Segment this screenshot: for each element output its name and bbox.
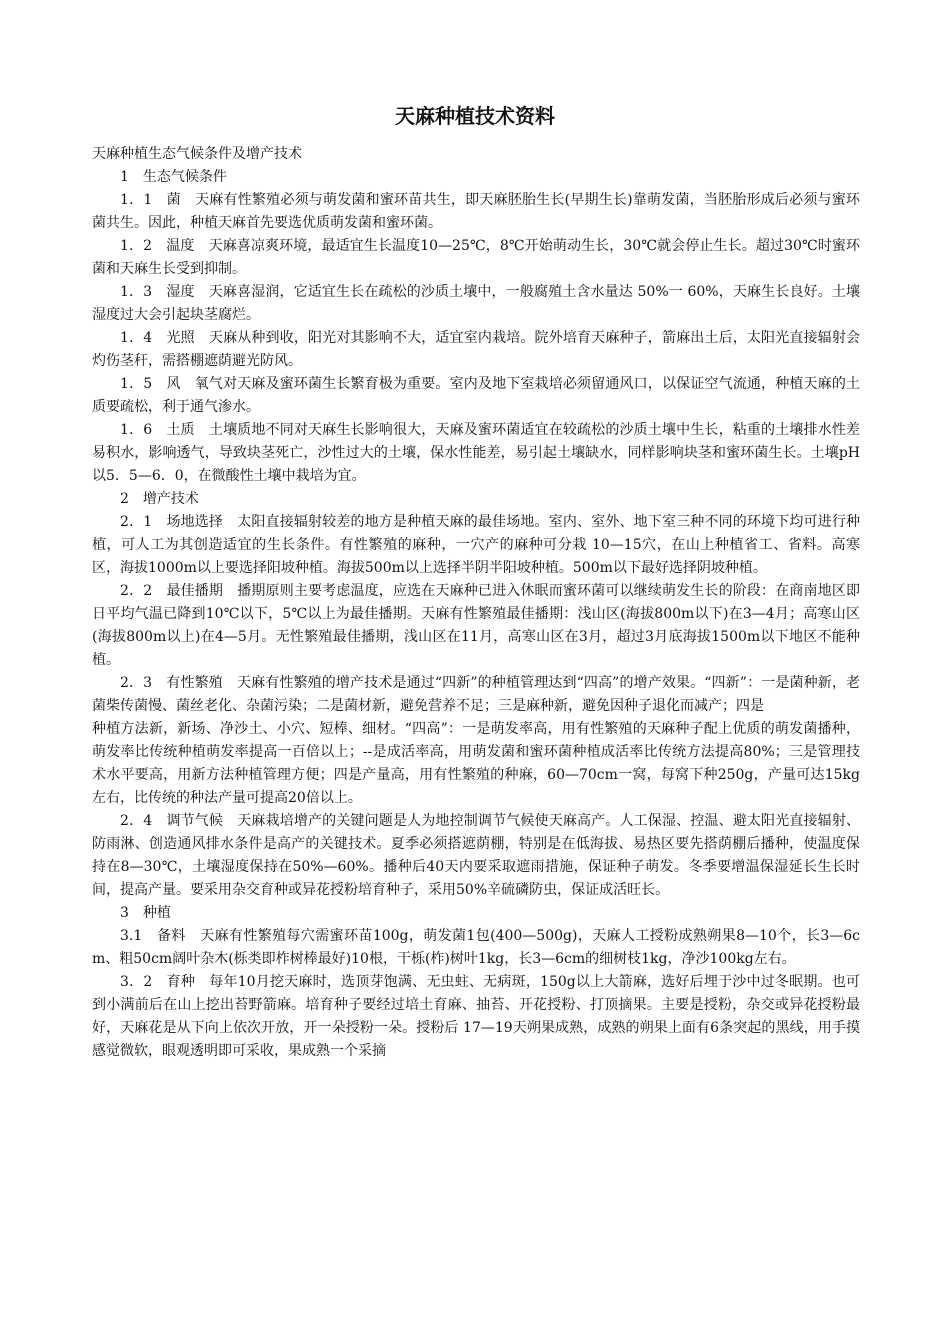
section-heading: 2 增产技术 [120,491,199,507]
paragraph: 1．5 风 氧气对天麻及蜜环菌生长繁育极为重要。室内及地下室栽培必须留通风口，以保证空气流通，种植天麻的土质要疏松，利于通气渗水。 [92,376,860,415]
paragraph: 2．3 有性繁殖 天麻有性繁殖的增产技术是通过“四新”的种植管理达到“四高”的增产效果。“四新”：一是菌种新，老菌柴传菌慢、菌丝老化、杂菌污染；二是菌材新，避免营养不足；三是麻种新，避免因种子退化而减产；四是 [92,675,860,714]
section-heading: 3 种植 [120,905,171,921]
paragraph: 2．1 场地选择 太阳直接辐射较差的地方是种植天麻的最佳场地。室内、室外、地下室三种不同的环境下均可进行种植，可人工为其创造适宜的生长条件。有性繁殖的麻种，一穴产的麻种可分栽 10—15穴，在山上种植省工、省料。高寒区，海拔1000m以上要选择阳坡种植。海拔500m以上选择半阴半阳坡种植。500m以下最好选择阴坡种植。 [92,514,860,576]
paragraph: 3．2 育种 每年10月挖天麻时，选顶芽饱满、无虫蛀、无病斑，150g以上大箭麻，选好后埋于沙中过冬眠期。也可到小满前后在山上挖出苔野箭麻。培育种子要经过培土育麻、抽苔、开花授粉、打顶摘果。主要是授粉，杂交或异花授粉最好，天麻花是从下向上依次开放，开一朵授粉一朵。授粉后 17—19天朔果成熟，成熟的朔果上面有6条突起的黑线，用手摸感觉微软，眼观透明即可采收，果成熟一个采摘 [92,974,860,1059]
document-title: 天麻种植技术资料 [395,104,555,128]
paragraph: 1．3 湿度 天麻喜湿润，它适宜生长在疏松的沙质土壤中，一般腐殖土含水量达 50%一 60%，天麻生长良好。土壤湿度过大会引起块茎腐烂。 [92,284,860,323]
paragraph: 1．1 菌 天麻有性繁殖必须与萌发菌和蜜环苗共生，即天麻胚胎生长(早期生长)靠萌发菌，当胚胎形成后必须与蜜环菌共生。因此，种植天麻首先要选优质萌发菌和蜜环菌。 [92,192,860,231]
document-subtitle: 天麻种植生态气候条件及增产技术 [92,146,302,162]
paragraph: 3.1 备料 天麻有性繁殖每穴需蜜环苗100g，萌发菌1包(400—500g)，天麻人工授粉成熟朔果8—10个，长3—6cm、粗50cm阔叶杂木(栎类即柞树棒最好)10根，干栎(柞)树叶1kg，长3—6cm的细树枝1kg，净沙100kg左右。 [92,928,860,967]
paragraph: 种植方法新，新场、净沙土、小穴、短棒、细材。“四高”：一是萌发率高，用有性繁殖的天麻种子配上优质的萌发菌播种，萌发率比传统种植萌发率提高一百倍以上；--是成活率高，用萌发菌和蜜环菌种植成活率比传统方法提高80%；三是管理技术水平要高，用新方法种植管理方便；四是产量高，用有性繁殖的种麻，60—70cm一窝，每窝下种250g，产量可达15kg左右，比传统的种法产量可提高20倍以上。 [92,721,860,806]
section-heading: 1 生态气候条件 [120,169,227,185]
document-body [92,143,860,1063]
paragraph: 1．2 温度 天麻喜凉爽环境，最适宜生长温度10—25℃，8℃开始萌动生长，30℃就会停止生长。超过30℃时蜜环菌和天麻生长受到抑制。 [92,238,860,277]
paragraph: 2．2 最佳播期 播期原则主要考虑温度，应选在天麻种已进入休眠而蜜环菌可以继续萌发生长的阶段：在商南地区即日平均气温已降到10℃以下，5℃以上为最佳播期。天麻有性繁殖最佳播期：浅山区(海拔800m以下)在3—4月；高寒山区(海拔800m以上)在4—5月。无性繁殖最佳播期，浅山区在11月，高寒山区在3月，超过3月底海拔1500m以下地区不能种植。 [92,583,860,668]
paragraph: 1．4 光照 天麻从种到收，阳光对其影响不大，适宜室内栽培。院外培育天麻种子，箭麻出土后，太阳光直接辐射会灼伤茎秆，需搭棚遮荫避光防风。 [92,330,860,369]
paragraph: 2．4 调节气候 天麻栽培增产的关键问题是人为地控制调节气候使天麻高产。人工保湿、控温、避太阳光直接辐射、防雨淋、创造通风排水条件是高产的关键技术。夏季必须搭遮荫棚，特别是在低海拔、易热区要先搭荫棚后播种，使温度保持在8—30℃，土壤湿度保持在50%—60%。播种后40天内要采取遮雨措施，保证种子萌发。冬季要增温保湿延长生长时间，提高产量。要采用杂交育种或异花授粉培育种子，采用50%辛硫磷防虫，保证成活旺长。 [92,813,860,898]
paragraph: 1．6 土质 土壤质地不同对天麻生长影响很大，天麻及蜜环菌适宜在较疏松的沙质土壤中生长，粘重的土壤排水性差易积水，影响透气，导致块茎死亡，沙性过大的土壤，保水性能差，易引起土壤缺水，同样影响块茎和蜜环菌生长。土壤pH以5．5—6．0，在微酸性土壤中栽培为宜。 [92,422,860,484]
